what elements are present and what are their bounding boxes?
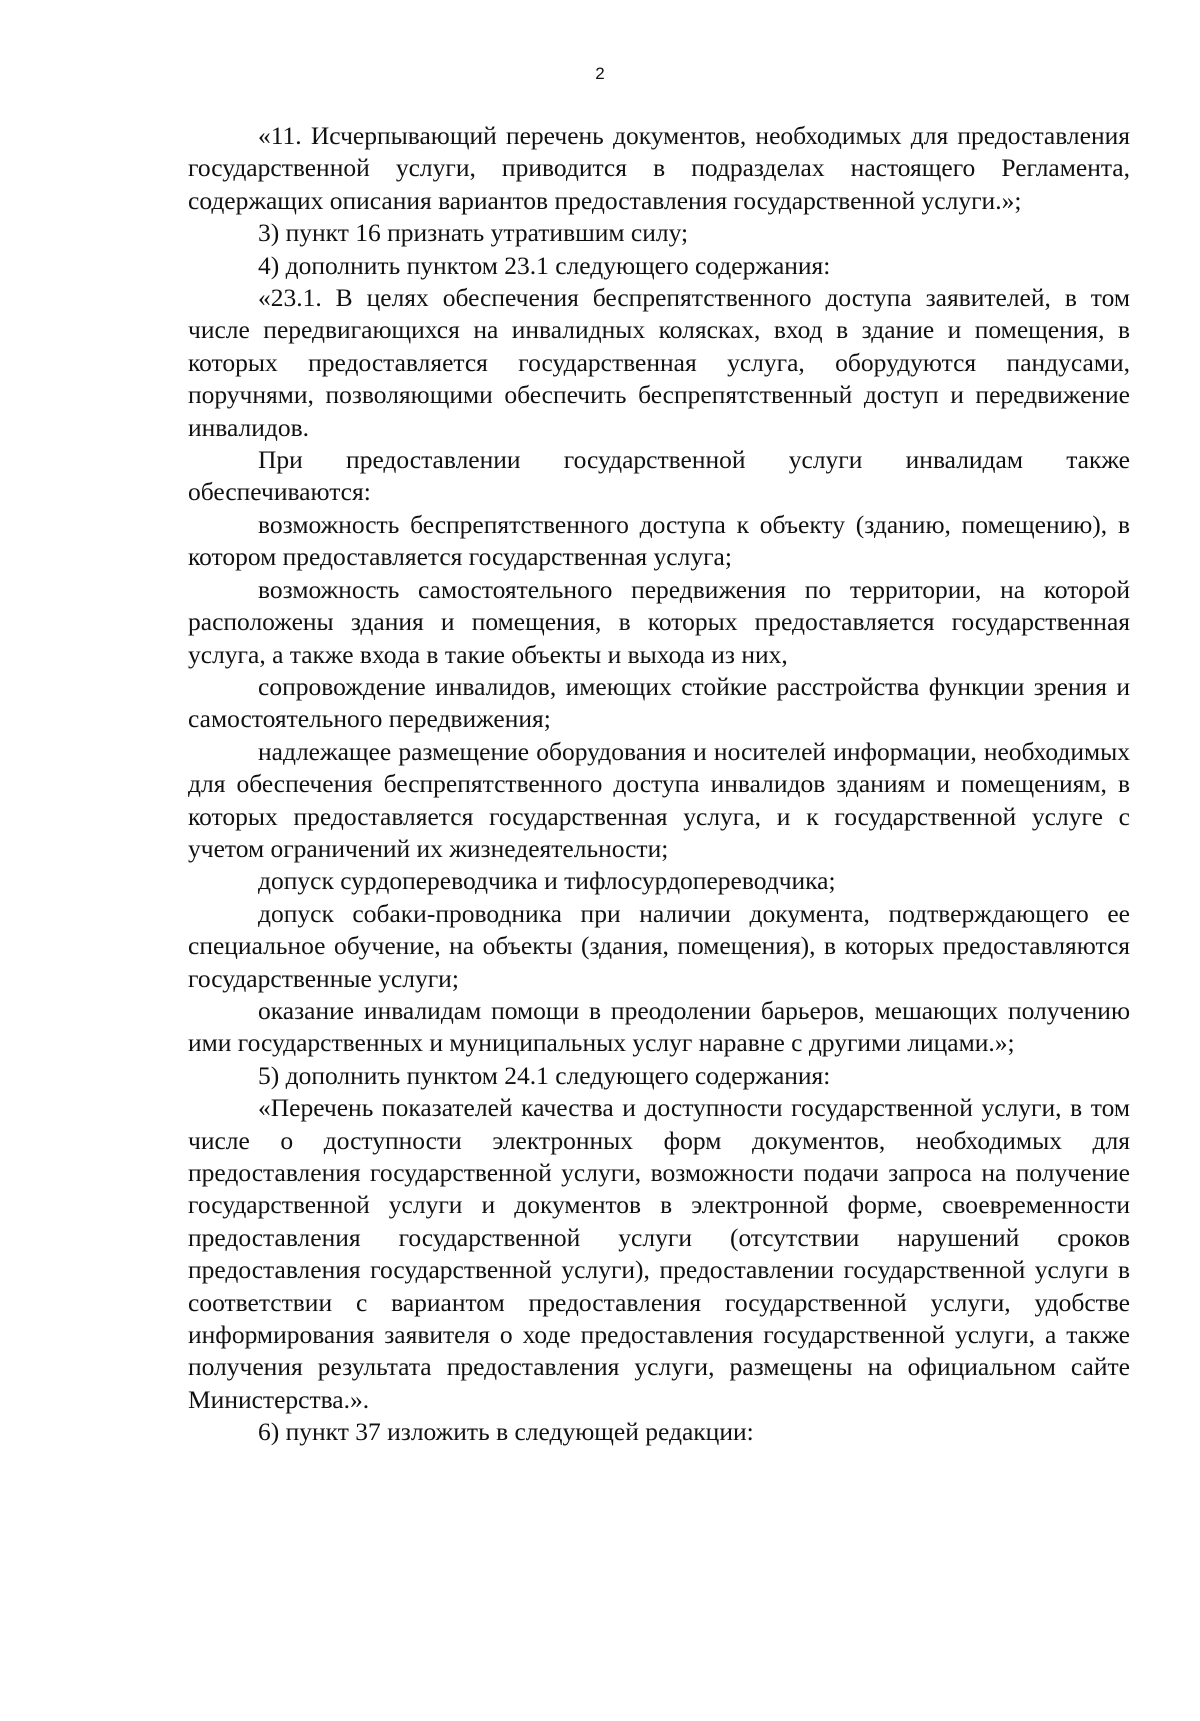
paragraph-guide-dog: допуск собаки-проводника при наличии документа, подтверждающего ее специальное обучение, на объекты (здания, помещения), в которых предоставляются государственные услуги; (188, 898, 1130, 993)
paragraph-clause-23-1: «23.1. В целях обеспечения беспрепятственного доступа заявителей, в том числе передвигающихся на инвалидных колясках, вход в здание и помещения, в которых предоставляется государственная услуга, оборудуются пандусами, поручнями, позволяющими обеспечить беспрепятственный доступ и передвижение инвалидов. (188, 283, 1130, 442)
paragraph-equipment-placement: надлежащее размещение оборудования и носителей информации, необходимых для обеспечения беспрепятственного доступа инвалидов зданиям и помещениям, в которых предоставляется государственная услуга, и к государственной услуге с учетом ограничений их жизнедеятельности; (188, 736, 1130, 863)
paragraph-quality-indicators: «Перечень показателей качества и доступности государственной услуги, в том числе о доступности электронных форм документов, необходимых для предоставления государственной услуги, возможности подачи запроса на получение государственной услуги и документов в электронной форме, своевременности предоставления государственной услуги (отсутствии нарушений сроков предоставления государственной услуги), предоставлении государственной услуги в соответствии с вариантом предоставления государственной услуги, удобстве информирования заявителя о ходе предоставления государственной услуги, а также получения результата предоставления услуги, размещены на официальном сайте Министерства.». (188, 1093, 1130, 1414)
paragraph-item-4: 4) дополнить пунктом 23.1 следующего содержания: (258, 250, 831, 280)
paragraph-access-to-object: возможность беспрепятственного доступа к объекту (зданию, помещению), в котором предоставляется государственная услуга; (188, 509, 1130, 572)
paragraph-sign-interpreter: допуск сурдопереводчика и тифлосурдопереводчика; (258, 866, 836, 896)
paragraph-provided-for-disabled: При предоставлении государственной услуги инвалидам также обеспечиваются: (188, 445, 1130, 507)
paragraph-independent-movement: возможность самостоятельного передвижения по территории, на которой расположены здания и помещения, в которых предоставляется государственная услуга, а также входа в такие объекты и выхода из них, (188, 574, 1130, 669)
paragraph-item-5: 5) дополнить пунктом 24.1 следующего содержания: (258, 1060, 831, 1090)
paragraph-barrier-assistance: оказание инвалидам помощи в преодолении барьеров, мешающих получению ими государственных и муниципальных услуг наравне с другими лицами.»; (188, 995, 1130, 1058)
paragraph-clause-11: «11. Исчерпывающий перечень документов, необходимых для предоставления государственной услуги, приводится в подразделах настоящего Регламента, содержащих описания вариантов предоставления государственной услуги.»; (188, 121, 1130, 215)
paragraph-item-6: 6) пункт 37 изложить в следующей редакции: (258, 1417, 754, 1447)
document-body (188, 120, 1130, 1449)
paragraph-item-3: 3) пункт 16 признать утратившим силу; (258, 218, 689, 248)
paragraph-escort: сопровождение инвалидов, имеющих стойкие расстройства функции зрения и самостоятельного передвижения; (188, 671, 1130, 734)
page-number: 2 (595, 64, 605, 83)
